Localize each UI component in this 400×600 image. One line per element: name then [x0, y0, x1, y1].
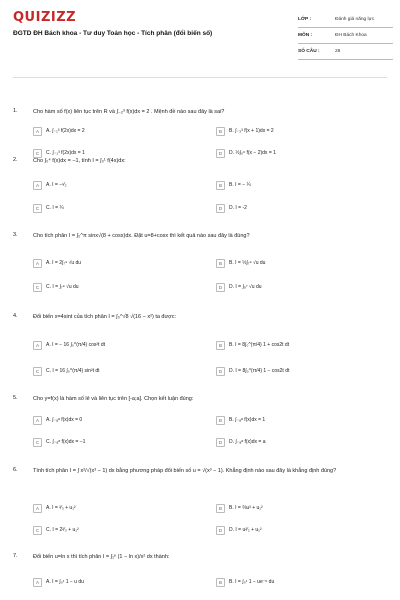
meta-value: Đánh giá năng lực: [335, 17, 375, 22]
option-text: A. ∫₋ₐᵃ f(x)dx = 0: [46, 417, 83, 423]
option-d[interactable]: [216, 525, 262, 535]
option-a[interactable]: [33, 258, 81, 268]
option-key: D: [216, 204, 225, 213]
option-key: A: [33, 259, 42, 268]
option-key: C: [33, 149, 42, 158]
option-b[interactable]: [216, 577, 274, 587]
question-text: Cho tích phân I = ∫₀^π sinx√(8 + cosx)dx. Đặt u=8+cosx thì kết quả nào sau đây là đúng?: [33, 233, 250, 239]
option-text: D. I = u²⁄₂ + u₁²: [229, 527, 262, 533]
option-text: B. I = ½∫₇⁹ √u du: [229, 260, 266, 266]
header-divider: [13, 77, 387, 78]
question-number: 1.: [13, 108, 18, 114]
document-title: ĐGTD ĐH Bách khoa - Tư duy Toán học - Tích phân (đổi biến số): [13, 30, 213, 37]
option-text: A. ∫₋₁³ f(2x)dx = 2: [46, 128, 85, 134]
option-text: D. I = ∫₉⁷ √u du: [229, 284, 262, 290]
option-text: C. ∫₋₁³ f(2x)dx = 1: [46, 150, 85, 156]
option-text: B. ∫₋ₐᵃ f(x)dx = 1: [229, 417, 266, 423]
option-text: C. I = ∫₇⁹ √u du: [46, 284, 79, 290]
option-c[interactable]: [33, 437, 85, 447]
option-key: A: [33, 504, 42, 513]
option-key: C: [33, 204, 42, 213]
header: [0, 0, 400, 70]
option-text: B. I = ∫₀¹ 1 − ue⁻ᵘ du: [229, 579, 275, 585]
meta-table: [298, 12, 393, 60]
option-text: D. ½∫₀⁶ f(x − 2)dx = 1: [229, 150, 276, 156]
question-number: 3.: [13, 232, 18, 238]
question-text: Tính tích phân I = ∫ x²/√(x³ − 1) dx bằng phương pháp đổi biến số u = √(x³ − 1). Khẳng định nào sau đây là khẳng định đúng?: [33, 468, 337, 474]
option-b[interactable]: [216, 126, 274, 136]
option-text: C. I = 2²⁄₃ + u₁²: [46, 527, 79, 533]
option-d[interactable]: [216, 203, 247, 213]
option-c[interactable]: [33, 203, 64, 213]
option-a[interactable]: [33, 340, 105, 350]
option-key: A: [33, 578, 42, 587]
question-number: 5.: [13, 395, 18, 401]
option-key: D: [216, 283, 225, 292]
option-text: C. I = 16 ∫₀^(π/4) sin²t dt: [46, 368, 100, 374]
question-text: Đổi biến x=4sint của tích phân I = ∫₀^√8 √(16 − x²) ta được:: [33, 314, 177, 320]
meta-row-subject: [298, 28, 393, 44]
option-b[interactable]: [216, 503, 263, 513]
option-a[interactable]: [33, 415, 82, 425]
option-key: B: [216, 504, 225, 513]
option-text: D. I = -2: [229, 205, 247, 211]
question-number: 4.: [13, 313, 18, 319]
option-c[interactable]: [33, 282, 79, 292]
question-text: Cho ∫₀⁴ f(x)dx = −1, tính I = ∫₀¹ f(4x)dx:: [33, 158, 126, 164]
option-text: B. I = ⅔u³ + u₁²: [229, 505, 263, 511]
option-key: A: [33, 181, 42, 190]
option-key: D: [216, 438, 225, 447]
option-key: C: [33, 367, 42, 376]
option-key: A: [33, 416, 42, 425]
option-a[interactable]: [33, 503, 76, 513]
option-key: B: [216, 578, 225, 587]
option-key: B: [216, 259, 225, 268]
meta-label: MÔN :: [298, 33, 313, 38]
question-number: 2.: [13, 157, 18, 163]
option-d[interactable]: [216, 366, 289, 376]
option-text: A. I = ∫₀¹ 1 − u du: [46, 579, 84, 585]
option-text: A. I = 2∫₇⁹ √u du: [46, 260, 82, 266]
meta-label: SỐ CÂU :: [298, 49, 320, 54]
question-text: Đổi biến u=ln x thì tích phân I = ∫₁ᵉ (1 − ln x)/x² dx thành:: [33, 554, 170, 560]
option-key: C: [33, 283, 42, 292]
question-1: [13, 108, 387, 156]
option-d[interactable]: [216, 282, 262, 292]
option-b[interactable]: [216, 415, 265, 425]
meta-label: LỚP :: [298, 17, 312, 22]
question-number: 6.: [13, 467, 18, 473]
meta-row-count: [298, 44, 393, 60]
meta-value: 28: [335, 49, 341, 54]
option-key: A: [33, 127, 42, 136]
option-a[interactable]: [33, 180, 67, 190]
option-text: B. ∫₋₃³ f(x + 1)dx = 2: [229, 128, 274, 134]
option-text: C. ∫₋ₐᵃ f(x)dx = −1: [46, 439, 86, 445]
option-key: B: [216, 181, 225, 190]
option-text: A. I = −¹⁄₂: [46, 182, 67, 188]
question-text: Cho y=f(x) là hàm số lẻ và liên tục trên [-a;a]. Chọn kết luận đúng:: [33, 396, 194, 402]
option-b[interactable]: [216, 340, 289, 350]
option-c[interactable]: [33, 525, 79, 535]
option-key: B: [216, 127, 225, 136]
option-key: D: [216, 149, 225, 158]
option-text: B. I = 8∫₀^(π/4) 1 + cos2t dt: [229, 342, 290, 348]
option-text: A. I = ²⁄₃ + u₁²: [46, 505, 76, 511]
option-text: A. I = − 16 ∫₀^(π/4) cos²t dt: [46, 342, 105, 348]
option-b[interactable]: [216, 180, 251, 190]
option-b[interactable]: [216, 258, 265, 268]
option-text: D. I = 8∫₀^(π/4) 1 − cos2t dt: [229, 368, 290, 374]
option-key: D: [216, 367, 225, 376]
option-key: D: [216, 526, 225, 535]
question-text: Cho hàm số f(x) liên tục trên R và ∫₋₂³ f(x)dx = 2 . Mệnh đề nào sau đây là sai?: [33, 109, 225, 115]
option-c[interactable]: [33, 366, 100, 376]
option-text: B. I = − ¼: [229, 182, 251, 188]
option-text: D. ∫₋ₐᵃ f(x)dx = a: [229, 439, 266, 445]
meta-row-class: [298, 12, 393, 28]
option-d[interactable]: [216, 437, 266, 447]
option-a[interactable]: [33, 126, 85, 136]
option-key: B: [216, 416, 225, 425]
meta-value: ĐH Bách Khoa: [335, 33, 367, 38]
option-key: B: [216, 341, 225, 350]
option-key: C: [33, 526, 42, 535]
quizizz-logo: QUIZIZZ: [13, 10, 77, 25]
option-key: C: [33, 438, 42, 447]
option-a[interactable]: [33, 577, 84, 587]
option-key: A: [33, 341, 42, 350]
option-text: C. I = ¼: [46, 205, 64, 211]
question-number: 7.: [13, 553, 18, 559]
